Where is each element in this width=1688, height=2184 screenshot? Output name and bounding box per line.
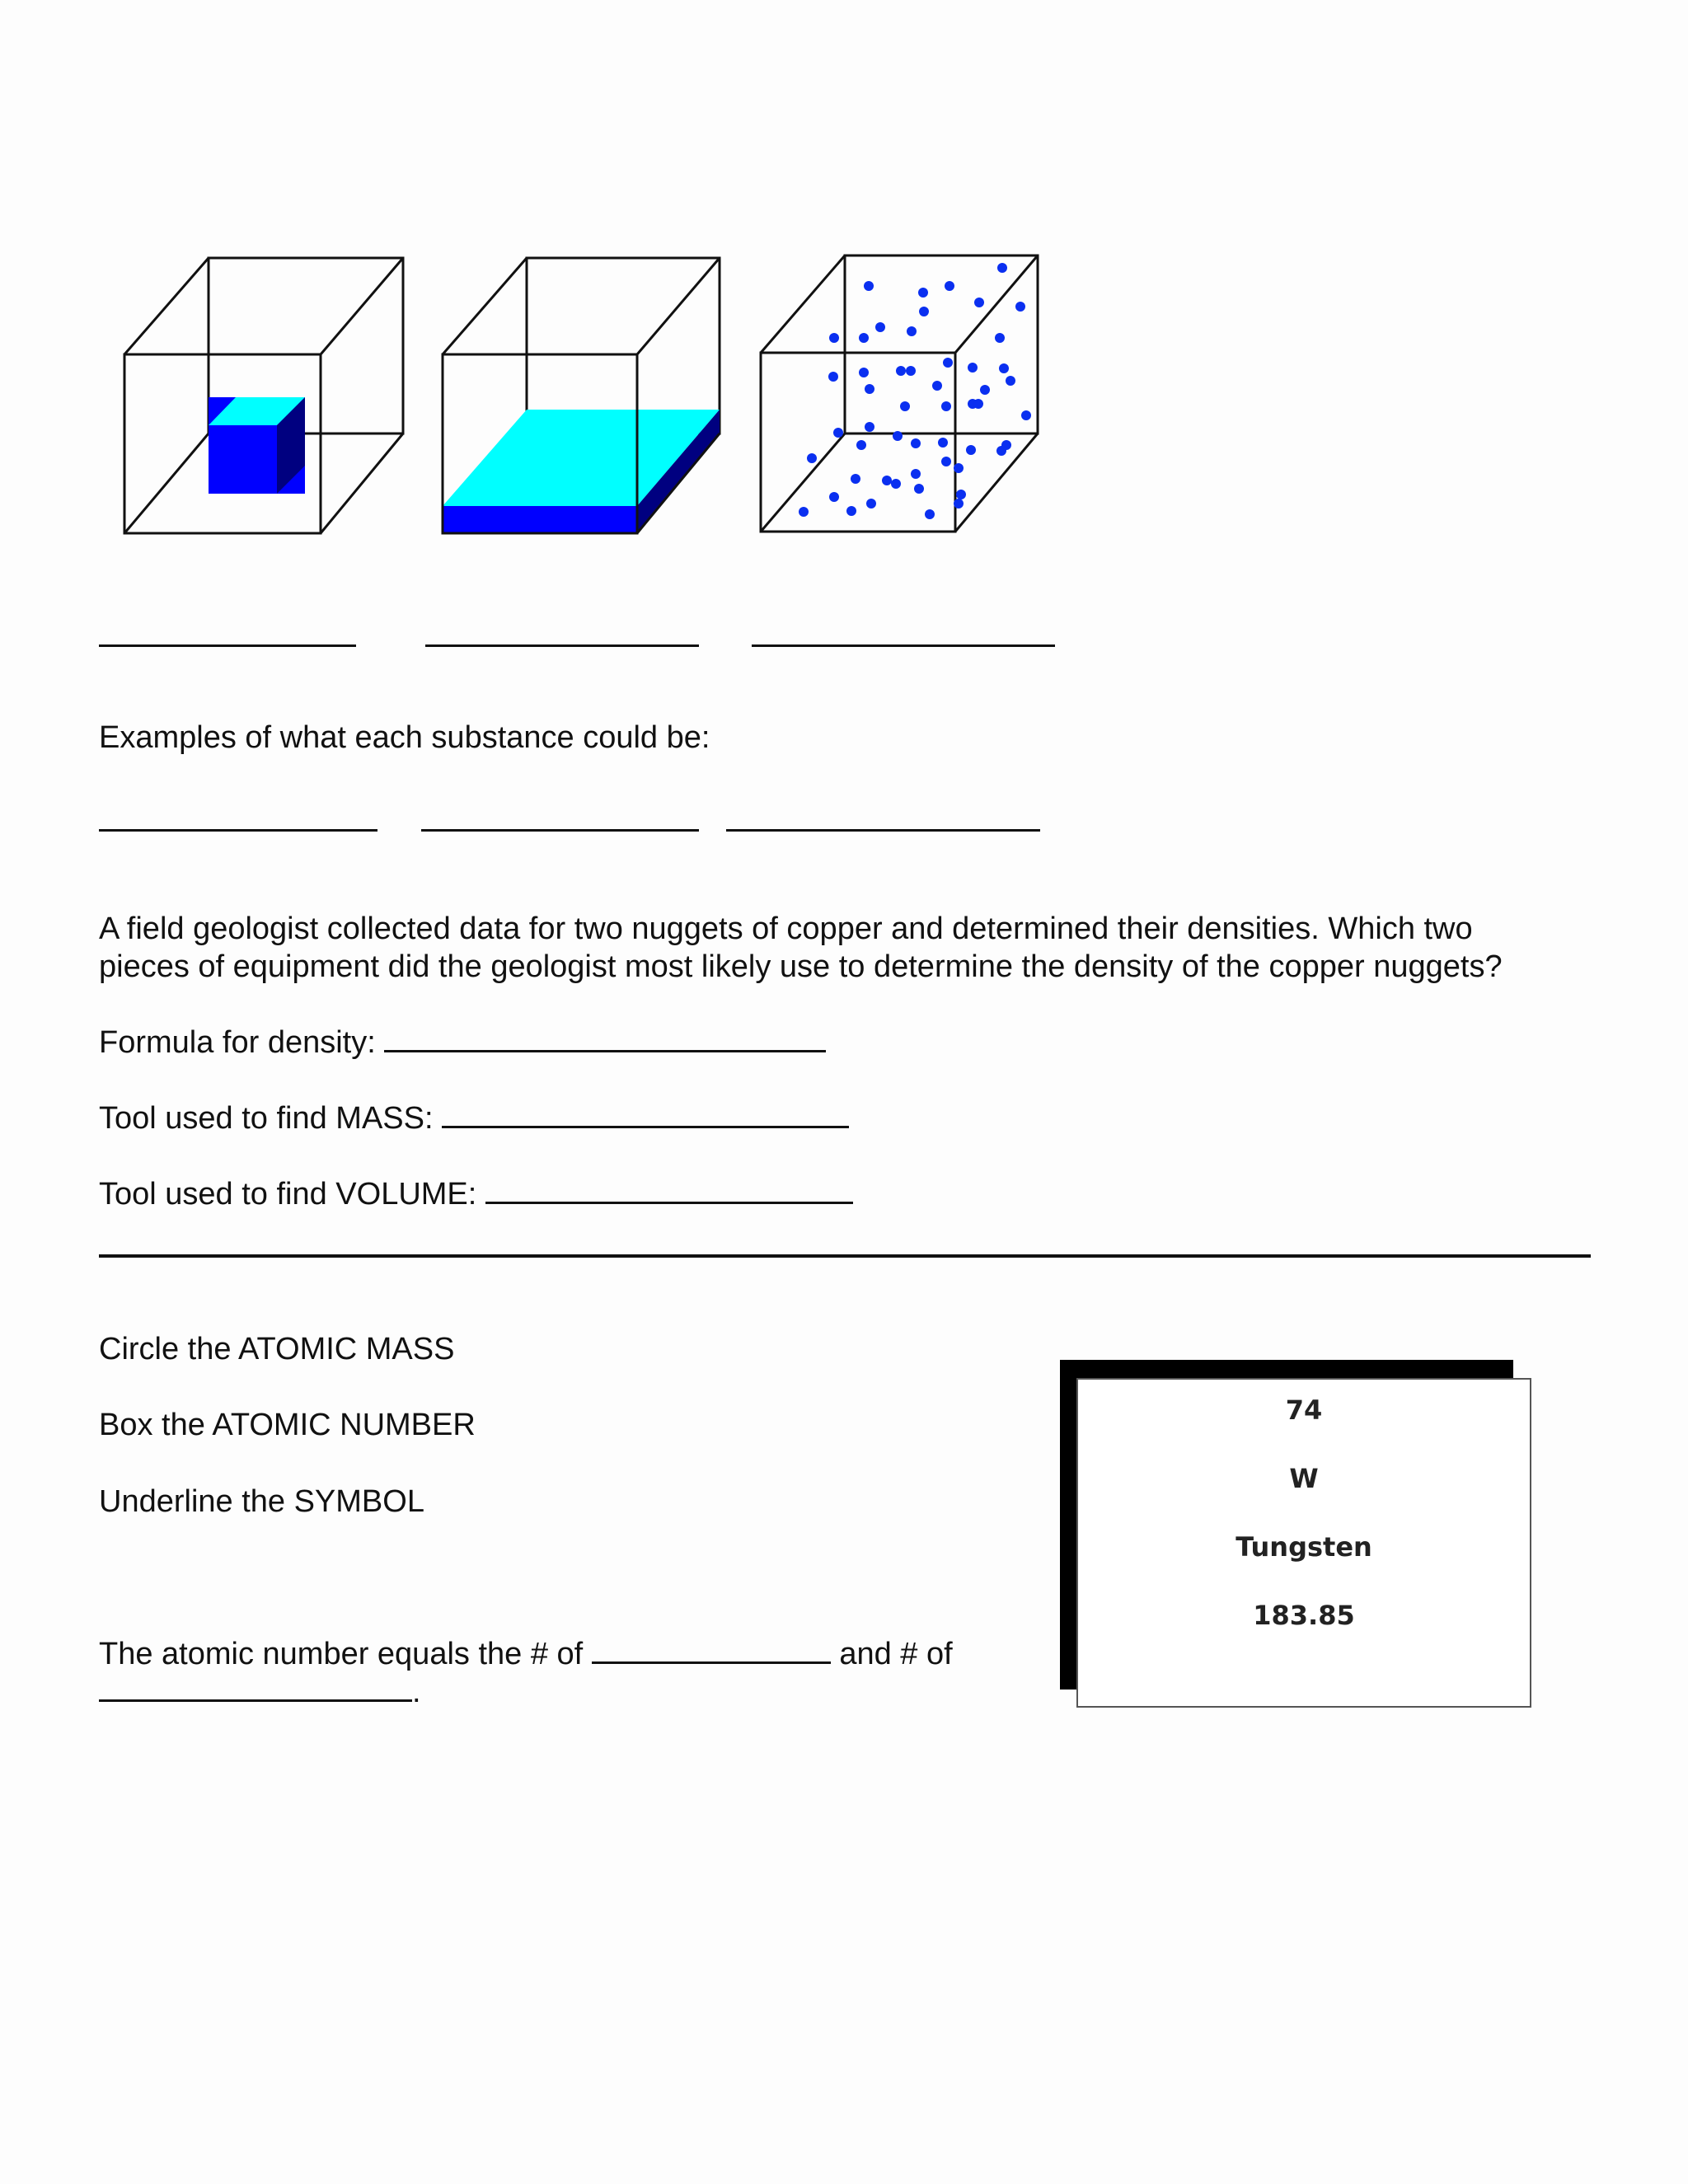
- gas-particle: [911, 469, 921, 479]
- gas-particle: [956, 490, 966, 499]
- gas-particle: [875, 322, 885, 332]
- atomic-sentence-part1: The atomic number equals the # of: [99, 1637, 584, 1671]
- volume-tool-blank[interactable]: [485, 1177, 853, 1204]
- gas-particles: [799, 263, 1031, 519]
- gas-particle: [995, 333, 1005, 343]
- circle-instruction: Circle the ATOMIC MASS: [99, 1332, 455, 1366]
- gas-particle: [799, 507, 809, 517]
- gas-particle: [943, 358, 953, 368]
- atomic-sentence: [99, 1635, 953, 1673]
- atomic-blank-1[interactable]: [592, 1637, 831, 1664]
- element-symbol[interactable]: W: [1289, 1463, 1319, 1494]
- gas-particle: [941, 457, 951, 466]
- gas-particle: [1015, 302, 1025, 312]
- gas-particle: [829, 492, 839, 502]
- gas-particle: [833, 428, 843, 438]
- gas-particle: [864, 281, 874, 291]
- atomic-sentence-continued: [99, 1673, 421, 1711]
- example-blank-2[interactable]: [421, 829, 699, 832]
- gas-particle: [966, 445, 976, 455]
- answer-blank-1[interactable]: [99, 644, 356, 647]
- gas-particle: [911, 438, 921, 448]
- gas-particle: [925, 509, 935, 519]
- answer-blank-3[interactable]: [752, 644, 1055, 647]
- gas-particle: [1001, 440, 1011, 450]
- answer-blank-2[interactable]: [425, 644, 699, 647]
- states-of-matter-figures: [0, 0, 1688, 577]
- gas-particle: [859, 333, 869, 343]
- gas-particle: [828, 372, 838, 382]
- mass-tool-blank[interactable]: [442, 1101, 849, 1128]
- gas-particle: [907, 326, 917, 336]
- gas-particle: [954, 499, 964, 509]
- density-formula-blank[interactable]: [384, 1025, 826, 1052]
- liquid-layer: [443, 410, 720, 533]
- question-line-2: pieces of equipment did the geologist most likely use to determine the density of the copper nuggets?: [99, 949, 1503, 984]
- gas-particle: [865, 384, 874, 394]
- gas-particle: [999, 363, 1009, 373]
- gas-particle: [846, 506, 856, 516]
- gas-particle: [807, 453, 817, 463]
- gas-particle: [896, 366, 906, 376]
- atomic-blank-2[interactable]: [99, 1675, 412, 1702]
- box-instruction: Box the ATOMIC NUMBER: [99, 1408, 476, 1442]
- gas-particle: [866, 499, 876, 509]
- gas-particle: [980, 385, 990, 395]
- gas-particle: [938, 438, 948, 448]
- gas-particle: [900, 401, 910, 411]
- gas-particle: [893, 431, 903, 441]
- element-tile: [1076, 1378, 1531, 1708]
- section-divider: [99, 1254, 1591, 1258]
- gas-particle: [973, 399, 983, 409]
- element-name: Tungsten: [1236, 1531, 1372, 1563]
- volume-tool-label: Tool used to find VOLUME:: [99, 1177, 477, 1212]
- density-formula-label: Formula for density:: [99, 1025, 376, 1060]
- gas-particle: [997, 263, 1007, 273]
- underline-instruction: Underline the SYMBOL: [99, 1484, 424, 1519]
- atomic-mass[interactable]: 183.85: [1253, 1600, 1355, 1631]
- example-blank-3[interactable]: [726, 829, 1040, 832]
- gas-particle: [914, 484, 924, 494]
- gas-particle: [954, 463, 964, 473]
- gas-particle: [1006, 376, 1015, 386]
- question-line-1: A field geologist collected data for two nuggets of copper and determined their densities. Which two: [99, 912, 1473, 946]
- gas-particle: [865, 422, 874, 432]
- atomic-sentence-end: .: [412, 1675, 421, 1709]
- gas-particle: [1021, 410, 1031, 420]
- gas-particle: [932, 381, 942, 391]
- atomic-sentence-part2: and # of: [839, 1637, 953, 1671]
- example-blank-1[interactable]: [99, 829, 377, 832]
- gas-particle: [968, 363, 978, 373]
- mass-tool-prompt: [99, 1099, 849, 1137]
- examples-heading: Examples of what each substance could be:: [99, 720, 710, 755]
- gas-particle: [882, 476, 892, 485]
- gas-particle: [859, 368, 869, 377]
- gas-particle: [829, 333, 839, 343]
- density-formula-prompt: [99, 1024, 826, 1062]
- gas-cube-figure: [761, 255, 1038, 532]
- gas-particle: [851, 474, 860, 484]
- gas-particle: [941, 401, 951, 411]
- solid-block: [209, 397, 305, 494]
- gas-particle: [856, 440, 866, 450]
- mass-tool-label: Tool used to find MASS:: [99, 1101, 434, 1136]
- gas-particle: [974, 298, 984, 307]
- volume-tool-prompt: [99, 1175, 853, 1213]
- gas-particle: [906, 366, 916, 376]
- gas-particle: [918, 288, 928, 298]
- gas-particle: [945, 281, 954, 291]
- atomic-number[interactable]: 74: [1285, 1394, 1323, 1426]
- gas-particle: [919, 307, 929, 316]
- gas-particle: [891, 479, 901, 489]
